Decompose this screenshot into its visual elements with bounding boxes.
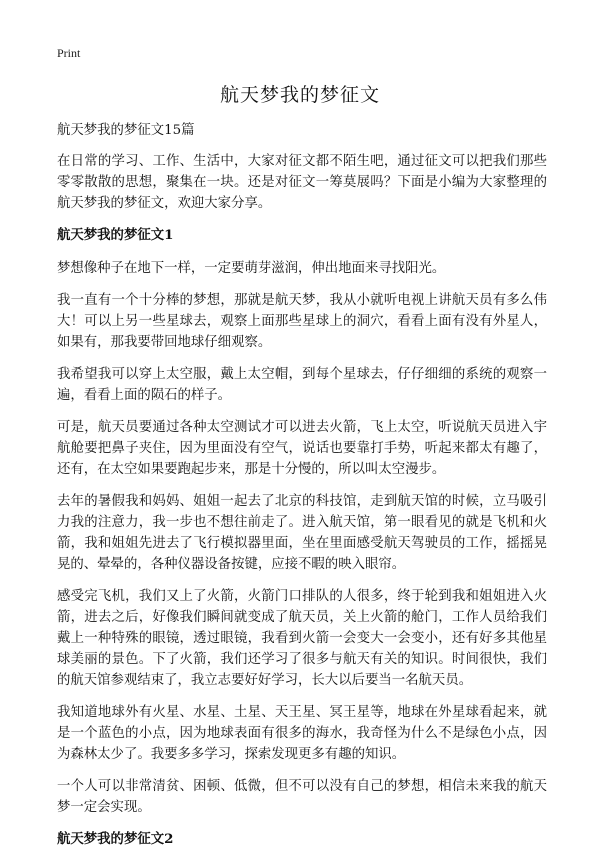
paragraph: 我希望我可以穿上太空服，戴上太空帽，到每个星球去，仔仔细细的系统的观察一遍，看看上面的陨石的样子。 <box>57 367 547 403</box>
paragraph: 一个人可以非常清贫、困顿、低微，但不可以没有自己的梦想，相信未来我的航天梦一定会实现。 <box>57 779 547 815</box>
section-heading-2: 航天梦我的梦征文2 <box>57 831 174 847</box>
paragraph: 我知道地球外有火星、水星、土星、天王星、冥王星等，地球在外星球看起来，就是一个蓝色的小点，因为地球表面有很多的海水，我奇怪为什么不是绿色小点，因为森林太少了。我要多多学习，探索发现更多有趣的知识。 <box>57 705 547 762</box>
page-title: 航天梦我的梦征文 <box>219 84 380 106</box>
paragraph: 去年的暑假我和妈妈、姐姐一起去了北京的科技馆，走到航天馆的时候，立马吸引力我的注意力，我一步也不想往前走了。进入航天馆，第一眼看见的就是飞机和火箭，我和姐姐先进去了飞行模拟器里面，坐在里面感受航天驾驶员的工作，摇摇晃晃的、晕晕的，各种仪器设备按键，应接不暇的映入眼帘。 <box>57 494 547 572</box>
paragraph: 可是，航天员要通过各种太空测试才可以进去火箭，飞上太空，听说航天员进入宇航舱要把鼻子夹住，因为里面没有空气，说话也要靠打手势，听起来都太有趣了，还有，在太空如果要跑起步来，那是十分慢的，所以叫太空漫步。 <box>57 420 547 477</box>
section-heading-1: 航天梦我的梦征文1 <box>57 227 174 243</box>
print-link[interactable]: Print <box>57 46 81 60</box>
intro-paragraph: 在日常的学习、工作、生活中，大家对征文都不陌生吧，通过征文可以把我们那些零零散散的思想，聚集在一块。还是对征文一筹莫展吗？下面是小编为大家整理的航天梦我的梦征文，欢迎大家分享。 <box>57 154 547 211</box>
paragraph: 梦想像种子在地下一样，一定要萌芽滋润，伸出地面来寻找阳光。 <box>57 261 446 276</box>
article-subtitle: 航天梦我的梦征文15篇 <box>57 123 195 138</box>
article-body <box>57 120 547 862</box>
paragraph: 我一直有一个十分棒的梦想，那就是航天梦，我从小就听电视上讲航天员有多么伟大！可以上另一些星球去，观察上面那些星球上的洞穴，看看上面有没有外星人，如果有，那我要带回地球仔细观察。 <box>57 293 547 350</box>
paragraph: 感受完飞机，我们又上了火箭，火箭门口排队的人很多，终于轮到我和姐姐进入火箭，进去之后，好像我们瞬间就变成了航天员，关上火箭的舱门，工作人员给我们戴上一种特殊的眼镜，透过眼镜，我看到火箭一会变大一会变小，还有好多其他星球美丽的景色。下了火箭，我们还学习了很多与航天有关的知识。时间很快，我们的航天馆参观结束了，我立志要好好学习，长大以后要当一名航天员。 <box>57 589 547 688</box>
